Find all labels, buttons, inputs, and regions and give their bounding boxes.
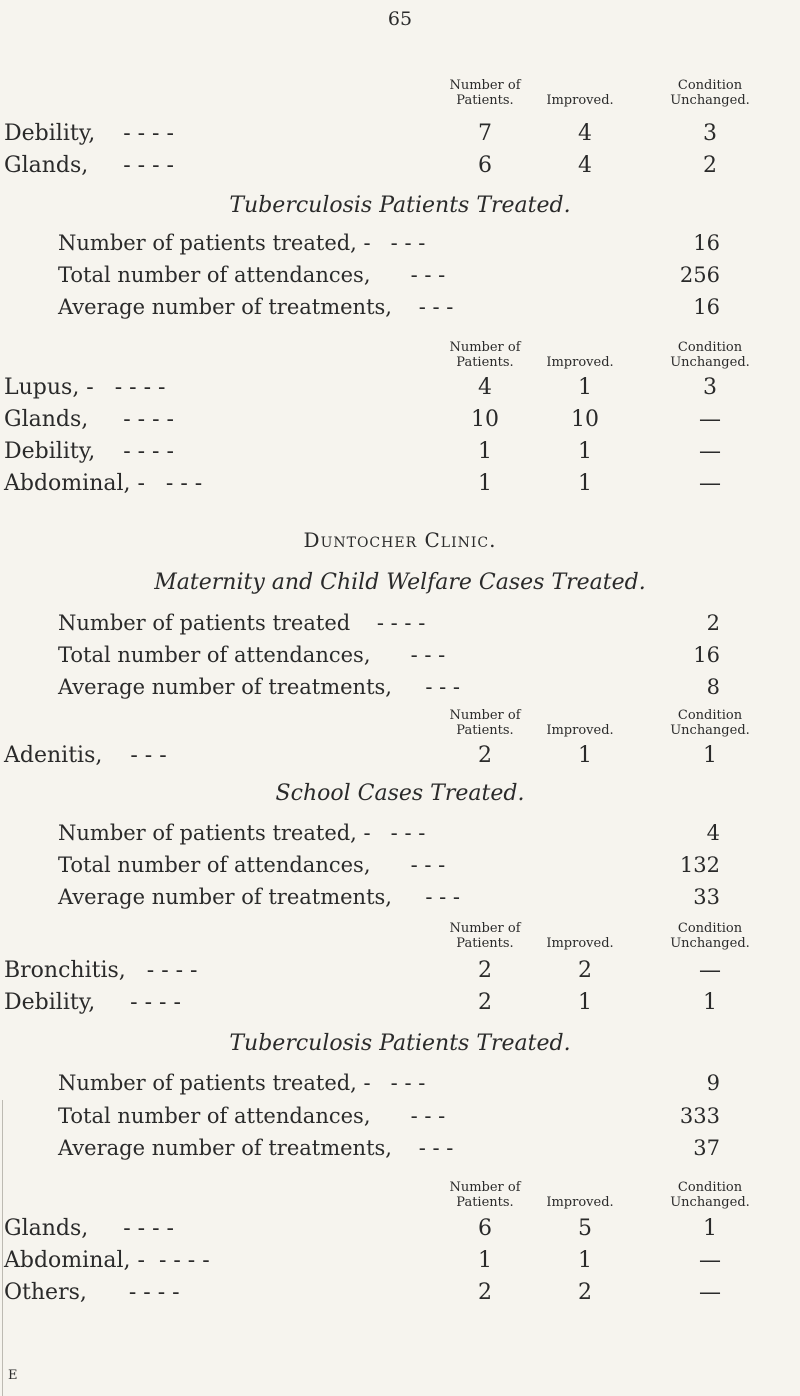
stat-row: Number of patients treated, - - - - 16 [58, 231, 720, 255]
stat-row: Number of patients treated, - - - - 4 [58, 821, 720, 845]
row-label: Debility, - - - - [4, 121, 174, 146]
stat-row: Average number of treatments, - - - 33 [58, 885, 720, 909]
table-row: Glands, - - - - 6 5 1 [4, 1216, 717, 1241]
stat-value: 256 [679, 263, 720, 287]
clinic-heading: Duntocher Clinic. [303, 528, 497, 552]
stat-row: Number of patients treated - - - - 2 [58, 611, 720, 635]
unchanged-value: 2 [703, 153, 717, 178]
stat-row: Total number of attendances, - - - 132 [58, 853, 720, 877]
page-number: 65 [387, 8, 413, 30]
table-row: Others, - - - - 2 2 — [4, 1280, 721, 1305]
table-row: Abdominal, - - - - - 1 1 — [4, 1248, 721, 1273]
header-improved: Improved. [546, 93, 614, 108]
stat-row: Average number of treatments, - - - 16 [58, 295, 720, 319]
stat-value: 16 [693, 295, 720, 319]
section-title: Maternity and Child Welfare Cases Treated. [154, 570, 646, 595]
stat-row: Number of patients treated, - - - - 9 [58, 1071, 720, 1095]
header-unchanged: Condition Unchanged. [670, 340, 750, 370]
stat-value: 16 [693, 231, 720, 255]
section-title: School Cases Treated. [275, 781, 525, 806]
patients-value: 6 [478, 153, 492, 178]
header-patients: Number of Patients. [449, 340, 521, 370]
stat-row: Average number of treatments, - - - 8 [58, 675, 720, 699]
stat-row: Total number of attendances, - - - 333 [58, 1104, 720, 1128]
signature-mark: E [8, 1368, 18, 1383]
table-row [0, 121, 800, 151]
section-title: Tuberculosis Patients Treated. [229, 193, 571, 218]
stat-row: Average number of treatments, - - - 37 [58, 1136, 720, 1160]
header-improved: Improved. [546, 355, 614, 370]
table-row: Abdominal, - - - - 1 1 — [4, 471, 721, 496]
row-label: Glands, - - - - [4, 153, 174, 178]
table-row: Debility, - - - - 2 1 1 [4, 990, 717, 1015]
stat-row: Total number of attendances, - - - 16 [58, 643, 720, 667]
table-row: Lupus, - - - - - 4 1 3 [4, 375, 717, 400]
improved-value: 4 [578, 121, 592, 146]
table-row [0, 153, 800, 183]
improved-value: 4 [578, 153, 592, 178]
patients-value: 7 [478, 121, 492, 146]
table-row: Bronchitis, - - - - 2 2 — [4, 958, 721, 983]
table-row: Adenitis, - - - 2 1 1 [4, 743, 717, 768]
header-patients: Number of Patients. [449, 78, 521, 108]
unchanged-value: 3 [703, 121, 717, 146]
table-row: Debility, - - - - 1 1 — [4, 439, 721, 464]
header-unchanged: Condition Unchanged. [670, 78, 750, 108]
table-row: Glands, - - - - 10 10 — [4, 407, 721, 432]
stat-row: Total number of attendances, - - - 256 [58, 263, 720, 287]
section-title: Tuberculosis Patients Treated. [229, 1031, 571, 1056]
